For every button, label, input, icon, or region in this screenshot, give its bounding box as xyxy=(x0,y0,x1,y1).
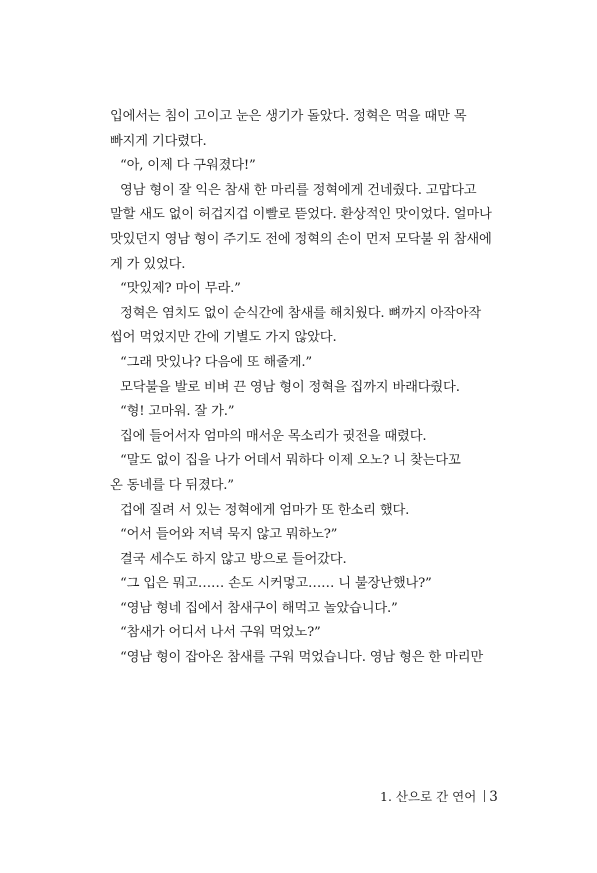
text-line: “영남 형네 집에서 참새구이 해먹고 놀았습니다.” xyxy=(120,600,398,616)
footer-divider xyxy=(484,790,485,802)
text-line: 영남 형이 잘 익은 참새 한 마리를 정혁에게 건네줬다. 고맙다고 xyxy=(120,182,477,198)
text-line: 게 가 있었다. xyxy=(110,256,186,272)
text-line: “맛있제? 마이 무라.” xyxy=(120,281,241,297)
text-line: “그 입은 뭐고…… 손도 시커멓고…… 니 불장난했나?” xyxy=(120,576,432,592)
text-line: 정혁은 염치도 없이 순식간에 참새를 해치웠다. 뼈까지 아작아작 xyxy=(120,305,481,321)
text-line: 모닥불을 발로 비벼 끈 영남 형이 정혁을 집까지 바래다줬다. xyxy=(120,379,460,395)
text-line: “영남 형이 잡아온 참새를 구워 먹었습니다. 영남 형은 한 마리만 xyxy=(120,650,483,666)
text-line: “참새가 어디서 나서 구워 먹었노?” xyxy=(120,625,321,641)
text-line: 말할 새도 없이 허겁지겁 이빨로 뜯었다. 환상적인 맛이었다. 얼마나 xyxy=(110,207,492,223)
page-footer xyxy=(380,785,510,809)
text-line: 온 동네를 다 뒤졌다.” xyxy=(110,477,234,493)
text-line: 입에서는 침이 고이고 눈은 생기가 돌았다. 정혁은 먹을 때만 목 xyxy=(110,109,467,124)
text-line: “아, 이제 다 구워졌다!” xyxy=(120,158,256,174)
text-line: 집에 들어서자 엄마의 매서운 목소리가 귓전을 때렸다. xyxy=(120,428,427,444)
page-number: 3 xyxy=(489,789,498,805)
text-line: “어서 들어와 저녁 묵지 않고 뭐하노?” xyxy=(120,527,338,543)
text-line: “그래 맛있나? 다음에 또 해줄게.” xyxy=(120,354,312,370)
body-text xyxy=(110,105,498,671)
text-line: “형! 고마워. 잘 가.” xyxy=(120,404,235,420)
text-line: 결국 세수도 하지 않고 방으로 들어갔다. xyxy=(120,551,347,567)
text-line: 맛있던지 영남 형이 주기도 전에 정혁의 손이 먼저 모닥불 위 참새에 xyxy=(110,231,492,247)
chapter-title: 1. 산으로 간 연어 xyxy=(380,789,477,804)
text-line: “말도 없이 집을 나가 어데서 뭐하다 이제 오노? 니 찾는다꼬 xyxy=(120,453,461,469)
text-line: 빠지게 기다렸다. xyxy=(110,133,207,149)
text-line: 씹어 먹었지만 간에 기별도 가지 않았다. xyxy=(110,330,337,346)
text-line: 겁에 질려 서 있는 정혁에게 엄마가 또 한소리 했다. xyxy=(120,502,410,518)
